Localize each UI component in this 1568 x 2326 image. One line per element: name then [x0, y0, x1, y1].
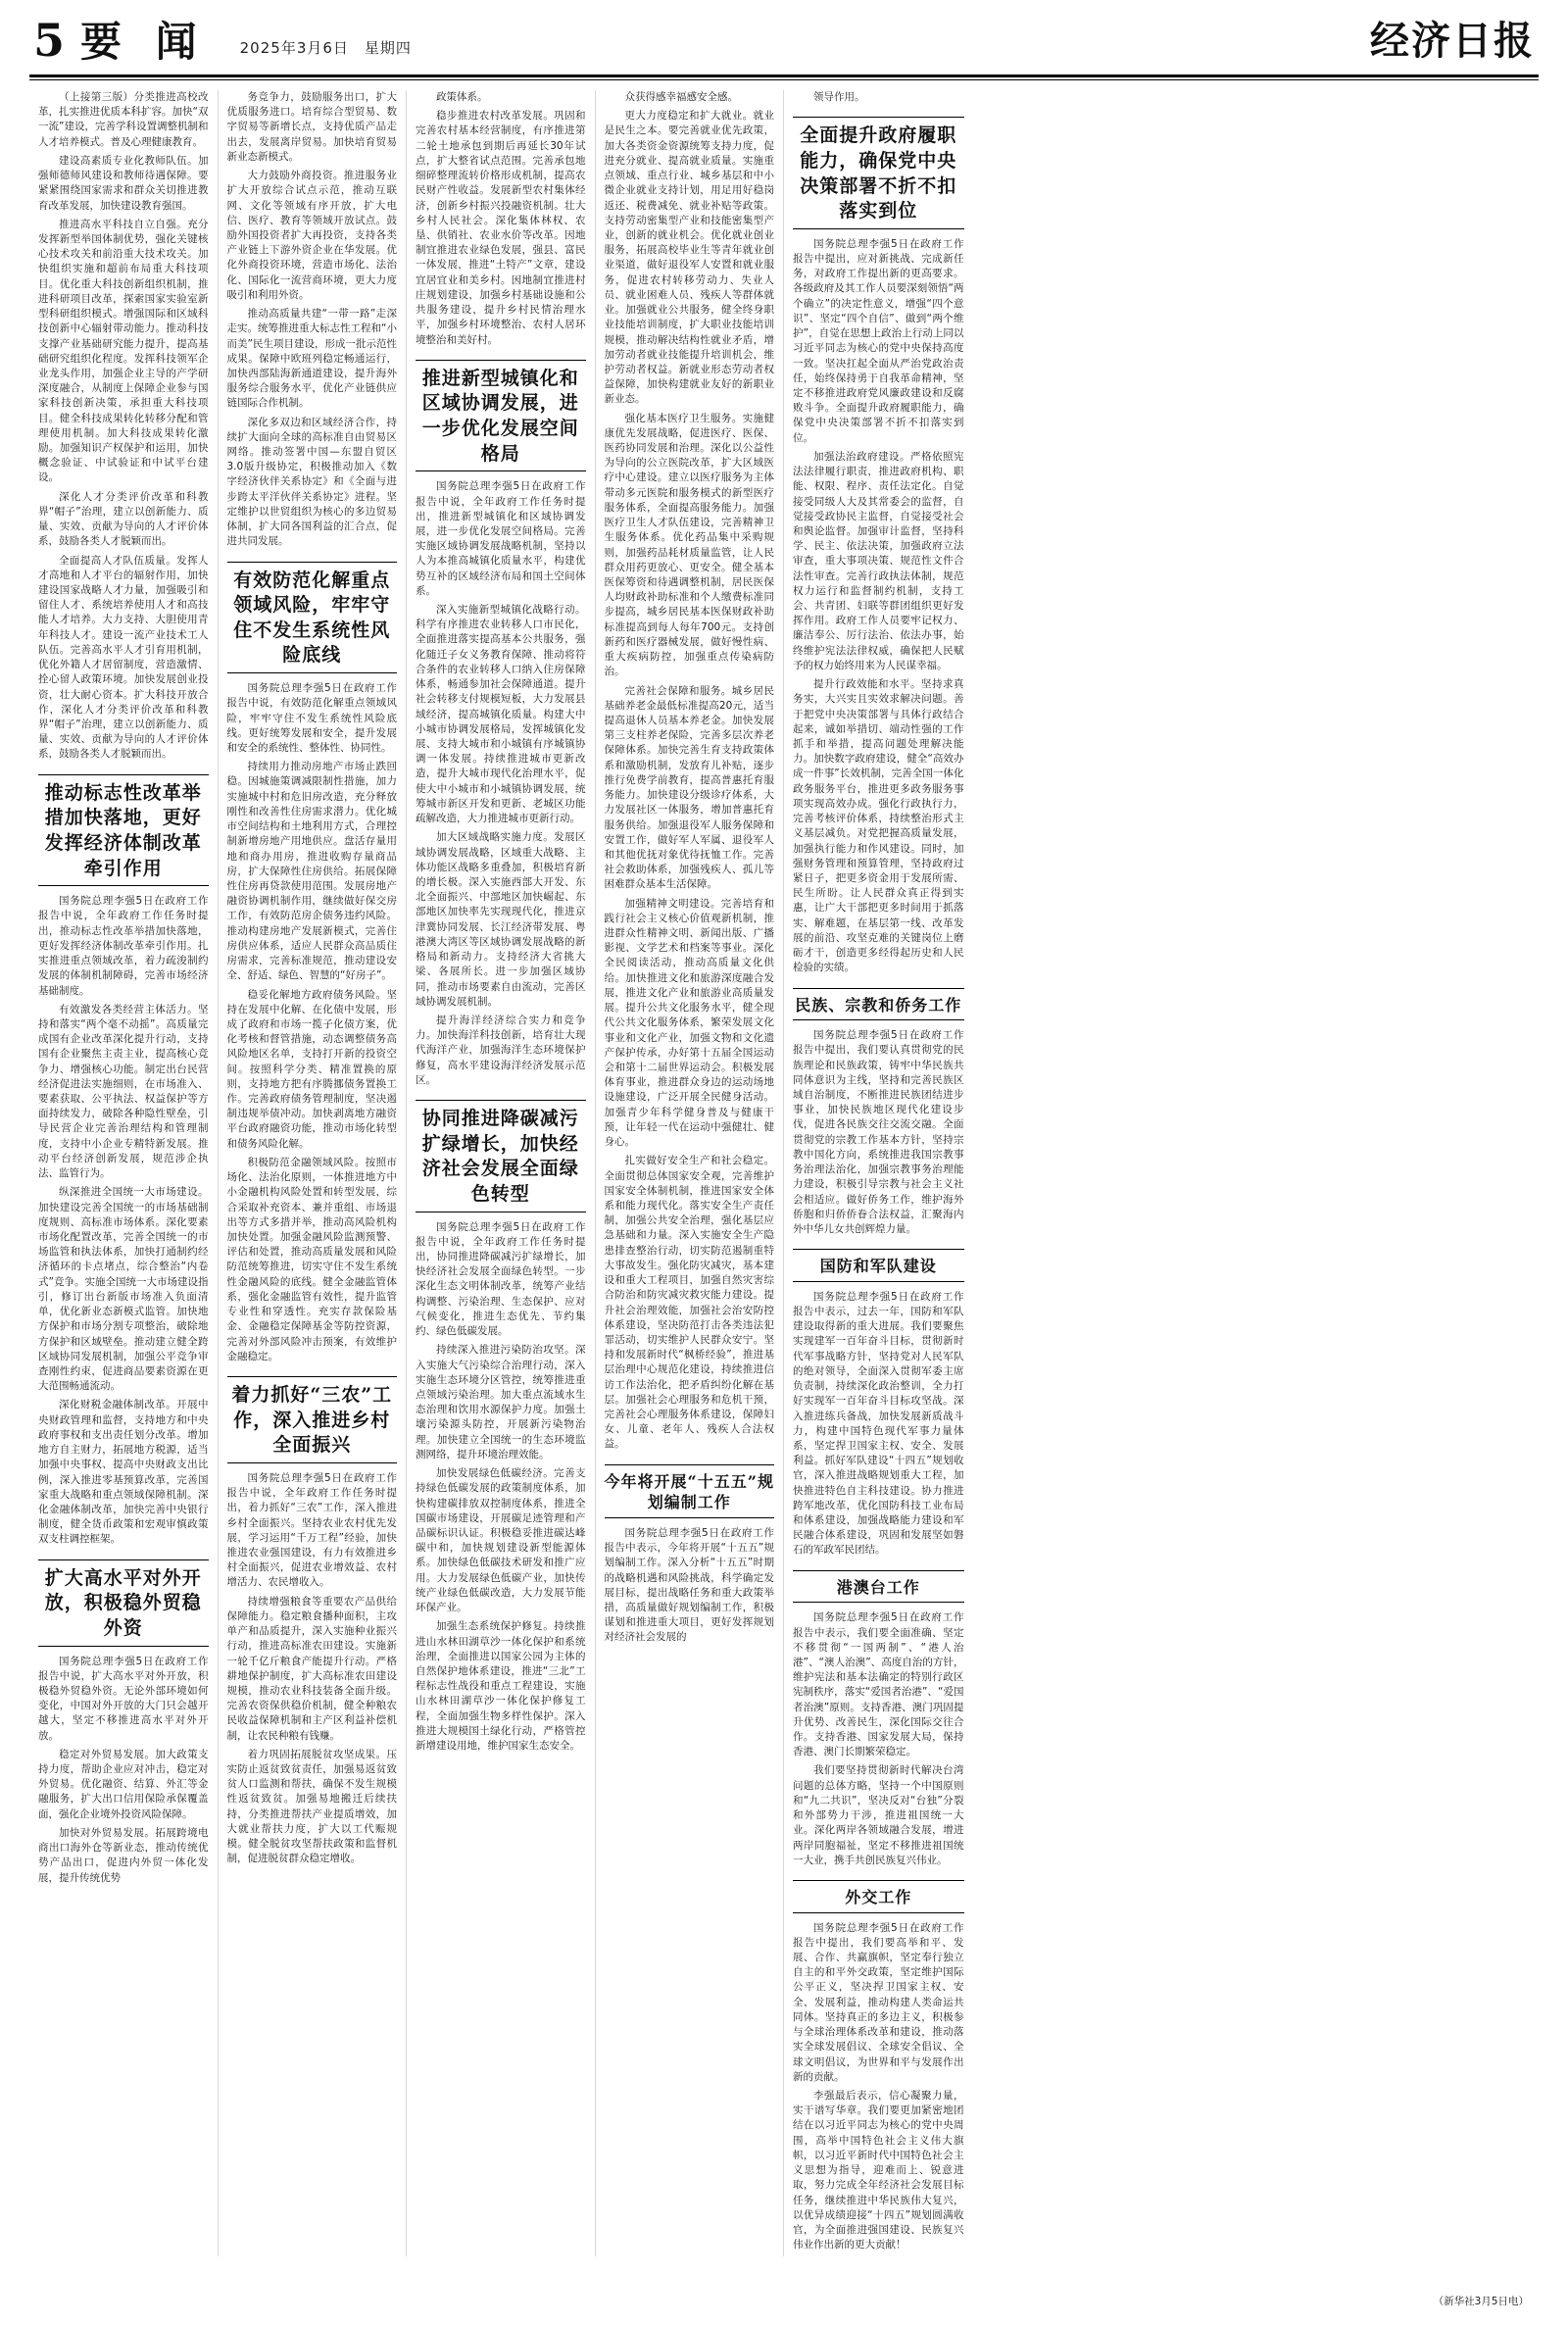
- column-2: [219, 90, 408, 2256]
- article-paragraph: 国务院总理李强5日在政府工作报告中说，全年政府工作任务时提出，着力抓好“三农”工作，深入推进乡村全面振兴。坚持农业农村优先发展，学习运用“千万工程”经验，加快推进农业强国建设，有力有效推进乡村全面振兴，促进农业增效益、农村增活力、农民增收入。: [226, 1471, 397, 1589]
- section-title: 要 闻: [80, 18, 207, 66]
- article-headline[interactable]: 港澳台工作: [836, 1577, 920, 1597]
- article-paragraph: 国务院总理李强5日在政府工作报告中说，全年政府工作任务时提出，推动标志性改革举措加快落地，更好发挥经济体制改革牵引作用。扎实推进重点领域改革，着力疏浚制约发展的体制机制障碍，完善市场经济基础制度。: [38, 895, 209, 997]
- article-paragraph: 全面提高人才队伍质量。发挥人才高地和人才平台的辐射作用，加快建设国家战略人才力量，加强吸引和留住人才、系统培养使用人才和高技能人才培养。大力支持、大胆使用青年科技人才。建设一流产业技术工人队伍。完善高水平人才引育用机制，优化外籍人才居留制度，营造激情、拴心留人政策环境。加快发展创业投资，壮大耐心资本。扩大科技开放合作，深化人才分类评价改革和科教界“帽子”治理，建立以创新能力、质量、实效、贡献为导向的人才评价体系，鼓励各类人才脱颖而出。: [38, 554, 209, 761]
- article-headline[interactable]: 推动标志性改革举措加快落地，更好发挥经济体制改革牵引作用: [44, 781, 202, 879]
- article-paragraph: 国务院总理李强5日在政府工作报告中说，全年政府工作任务时提出，推进新型城镇化和区域协调发展，进一步优化发展空间格局。完善实施区域协调发展战略机制，坚持以人为本推高城镇化质量水平，构建优势互补的区域经济布局和国土空间体系。: [416, 480, 586, 597]
- article-paragraph: 稳定对外贸易发展。加大政策支持力度，帮助企业应对冲击，稳定对外贸易。优化融资、结算、外汇等金融服务，扩大出口信用保险承保覆盖面，强化企业境外投资风险保障。: [38, 1748, 209, 1820]
- article-paragraph: 着力巩固拓展脱贫攻坚成果。压实防止返贫致贫责任，加强易返贫致贫人口监测和帮扶，确保不发生规模性返贫致贫。加强易地搬迁后续扶持，分类推进帮扶产业提质增效，加大就业帮扶力度，扩大以工代赈规模。健全脱贫攻坚帮扶政策和监督机制，促进脱贫群众稳定增收。: [226, 1748, 397, 1865]
- article-paragraph: （上接第三版）分类推进高校改革，扎实推进优质本科扩容。加快“双一流”建设，完善学科设置调整机制和人才培养模式。普及心理健康教育。: [38, 91, 209, 148]
- column-5: [784, 90, 973, 2256]
- article-paragraph: 国务院总理李强5日在政府工作报告中提出，我们要高举和平、发展、合作、共赢旗帜，坚定奉行独立自主的和平外交政策，坚定维护国际公平正义，坚决捍卫国家主权、安全、发展利益，推动构建人类命运共同体。坚持真正的多边主义，积极参与全球治理体系改革和建设，推动落实全球发展倡议、全球安全倡议、全球文明倡议，为世界和平与发展作出新的贡献。: [793, 1921, 964, 2083]
- article-paragraph: 更大力度稳定和扩大就业。就业是民生之本。要完善就业优先政策，加大各类资金资源统筹支持力度，促进充分就业、提高就业质量。实施重点领域、重点行业、城乡基层和中小微企业就业支持计划，用足用好稳岗返还、税费减免、就业补贴等政策。支持劳动密集型产业和技能密集型产业，创新的就业机会。优化就业创业服务，拓展高校毕业生等青年就业创业渠道，做好退役军人安置和就业服务，促进农村转移劳动力、失业人员、就业困难人员、残疾人等群体就业。加强就业公共服务，健全终身职业技能培训制度，扩大职业技能培训规模，推动解决结构性就业矛盾，增加劳动者就业技能提升培训机会，维护劳动者权益。新就业形态劳动者权益保障，加快构建就业友好的新职业新业态。: [604, 110, 774, 406]
- article-paragraph: 强化基本医疗卫生服务。实施健康优先发展战略，促进医疗、医保、医药协同发展和治理。深化以公益性为导向的公立医院改革，扩大区域医疗中心建设。建立以医疗服务为主体带动多元医院和服务模式的新型医疗服务体系，全面提高服务能力。加强医疗卫生人才队伍建设，完善精神卫生服务体系。优化药品集中采购规则，加强药品耗材质量监管，让人民群众用药更放心、更安全。健全基本医保筹资和待遇调整机制，居民医保人均财政补助标准和个人缴费标准同步提高，城乡居民基本医保财政补助标准提高到每人每年700元。支持创新药和医疗器械发展，做好慢性病、重大疾病防控，加强重点传染病防治。: [604, 412, 774, 678]
- article-paragraph: 政策体系。: [436, 91, 488, 103]
- article-paragraph: 务竞争力，鼓励服务出口，扩大优质服务进口。培育综合型贸易、数字贸易等新增长点，支持优质产品走出去，发展离岸贸易。加快培育贸易新业态新模式。: [226, 91, 397, 163]
- article-headline[interactable]: 有效防范化解重点领域风险，牢牢守住不发生系统性风险底线: [233, 569, 391, 667]
- article-paragraph: 加强精神文明建设。完善培育和践行社会主义核心价值观新机制，推进群众性精神文明、新闻出版、广播影视、文学艺术和档案等事业。深化全民阅读活动，推动高质量文化供给。加快推进文化和旅游深度融合发展，推进文化产业和旅游业高质量发展。提升公共文化服务水平，健全现代公共文化服务体系，繁荣发展文化事业和文化产业，加强文物和文化遗产保护传承，办好第十五届全国运动会和第十二届世界运动会。积极发展体育事业，推进群众身边的运动场地设施建设，广泛开展全民健身活动。加强青少年科学健身普及与健康干预，让年轻一代在运动中强健壮、健身心。: [604, 897, 774, 1149]
- article-headline-block: [38, 774, 209, 887]
- article-paragraph: 推进高水平科技自立自强。充分发挥新型举国体制优势，强化关键核心技术攻关和前沿重大技术攻关。加快组织实施和超前布局重大科技项目。优化重大科技创新组织机制，推进科研项目改革，探索国家实验室新型科研组织模式。增强国际和区域科技创新中心辐射带动能力。推动科技支撑产业基础研究能力提升，提高基础研究组织化程度。发挥科技领军企业龙头作用，加强企业主导的产学研深度融合，从制度上保障企业参与国家科技创新决策，承担重大科技项目。健全科技成果转化转移分配和管理使用机制。加大科技成果转化激励。加强知识产权保护和运用，加快概念验证、中试验证和中试平台建设。: [38, 218, 209, 484]
- issue-date: 2025年3月6日 星期四: [239, 39, 412, 57]
- article-paragraph: 深化财税金融体制改革。开展中央财政管理和监督，支持地方和中央政府事权和支出责任划分改革。增加地方自主财力，拓展地方税源，适当加强中央事权、提高中央财政支出比例，深入推进零基预算改革，完善国家重大战略和重点领域保障机制。深化金融体制改革，加快完善中央银行制度，健全货币政策和宏观审慎政策双支柱调控框架。: [38, 1399, 209, 1546]
- article-headline-block: [793, 1880, 964, 1913]
- article-paragraph: 持续增强粮食等重要农产品供给保障能力。稳定粮食播种面积，主攻单产和品质提升，深入实施种业振兴行动，推进高标准农田建设。实施新一轮千亿斤粮食产能提升行动。严格耕地保护制度，扩大高标准农田建设规模，推动农业科技装备全面升级。完善农资保供稳价机制，健全种粮农民收益保障机制和主产区利益补偿机制，让农民种粮有钱赚。: [226, 1595, 397, 1742]
- article-paragraph: 稳步推进农村改革发展。巩固和完善农村基本经营制度，有序推进第二轮土地承包到期后再延长30年试点，扩大整省试点范围。完善承包地细碎整理流转价格形成机制，提高农民财产性收益。发展新型农村集体经济，创新乡村振兴投融资机制。壮大乡村人民社会。深化集体林权、农垦、供销社、农业水价等改革。因地制宜推进农业绿色发展，强县、富民一体发展，推进“土特产”文章，建设宜居宜业和美乡村。因地制宜推进村庄规划建设，加强乡村基础设施和公共服务建设，提升乡村民情治理水平，加强乡村环境整治、农村人居环境整治和美好村。: [416, 110, 586, 346]
- article-headline-block: [227, 1376, 398, 1463]
- article-paragraph: 稳妥化解地方政府债务风险。坚持在发展中化解、在化债中发展，形成了政府和市场一揽子化债方案，优化考核和督管措施，动态调整债务高风险地区名单，支持打开新的投资空间。按照科学分类、精准置换的原则，支持地方把有序腾挪债务置换工作。完善政府债务管理制度，坚决遏制违规举债冲动。加快剥离地方融资平台政府融资功能，推动市场化转型和债务风险化解。: [226, 988, 397, 1150]
- article-paragraph: 领导作用。: [813, 91, 865, 103]
- article-paragraph: 纵深推进全国统一大市场建设。加快建设完善全国统一的市场基础制度规则、高标准市场体系。深化要素市场化配置改革，完善全国统一的市场监管和执法体系，加快打通制约经济循环的卡点堵点，综合整治“内卷式”竞争。实施全国统一大市场建设指引，修订出台新版市场准入负面清单，优化新业态新模式监管。加快地方保护和市场分割专项整治，破除地方保护和区域壁垒。推动建立健全跨区域协同发展机制，加强公平竞争审查刚性约束，促进商品要素资源在更大范围畅通流动。: [38, 1186, 209, 1393]
- article-paragraph: 加大区域战略实施力度。发展区域协调发展战略，区域重大战略、主体功能区战略多重叠加，积极培育新的增长极。深入实施西部大开发、东北全面振兴、中部地区加快崛起、东部地区加快率先实现现代化，推进京津冀协同发展、长江经济带发展、粤港澳大湾区等区域协调发展战略的新格局和新动力。支持经济大省挑大梁、各展所长。进一步加强区域协同，推动市场要素自由流动，完善区域协调发展机制。: [416, 831, 586, 1008]
- column-3: [407, 90, 596, 2256]
- article-paragraph: 深入实施新型城镇化战略行动。科学有序推进农业转移人口市民化，全面推进落实提高基本公共服务，强化随迁子女义务教育保障、推动将符合条件的农业转移人口纳入住房保障体系，畅通参加社会保障通道。提升社会转移支付规模短板，大力发展县域经济，提高城镇化质量。构建大中小城市协调发展格局，发挥城镇化发展、支持大城市和小城镇有序城镇协调一体发展。持续推进城市更新改造，提升大城市现代化治理水平，促使大中小城市和小城镇协调发展，统筹城市新区开发和更新、老城区功能疏解改造，大力推进城市更新行动。: [416, 604, 586, 825]
- article-paragraph: 深化多双边和区域经济合作，持续扩大面向全球的高标准自由贸易区网络。推动签署中国—东盟自贸区3.0版升级协定，积极推动加入《数字经济伙伴关系协定》和《全面与进步跨太平洋伙伴关系协定》进程。坚定维护以世贸组织为核心的多边贸易体制，扩大同各国利益的汇合点，促进共同发展。: [226, 416, 397, 548]
- article-paragraph: 提升海洋经济综合实力和竞争力。加快海洋科技创新，培育壮大现代海洋产业，加强海洋生态环境保护修复，高水平建设海洋经济发展示范区。: [416, 1014, 586, 1086]
- newspaper-brand: 经济日报: [1370, 18, 1535, 64]
- article-headline[interactable]: 今年将开展“十五五”规划编制工作: [604, 1471, 774, 1512]
- article-headline-block: [793, 1249, 964, 1282]
- article-paragraph: 加快发展绿色低碳经济。完善支持绿色低碳发展的政策制度体系，加快构建碳排放双控制度体系，推进全国碳市场建设，开展碳足迹管理和产品碳标识认证。积极稳妥推进碳达峰碳中和，加快规划建设新型能源体系。加快绿色低碳技术研发和推广应用。大力发展绿色低碳产业，加快传统产业绿色低碳改造，大力发展节能环保产业。: [416, 1467, 586, 1614]
- article-paragraph: 国务院总理李强5日在政府工作报告中说，扩大高水平对外开放，积极稳外贸稳外资。无论外部环境如何变化，中国对外开放的大门只会越开越大，坚定不移推进高水平对外开放。: [38, 1655, 209, 1742]
- article-paragraph: 建设高素质专业化教师队伍。加强师德师风建设和教师待遇保障。要紧紧围绕国家需求和群众关切推进教育改革发展，加快建设教育强国。: [38, 154, 209, 212]
- article-headline-block: [227, 562, 398, 674]
- article-columns: [0, 80, 1568, 2286]
- article-paragraph: 完善社会保障和服务。城乡居民基础养老金最低标准提高20元，适当提高退休人员基本养老金。加快发展第三支柱养老保险，完善多层次养老保障体系。加快完善生育支持政策体系和激励机制，发放育儿补贴，逐步推行免费学前教育，提高普惠托育服务能力。加快建设分级诊疗体系，大力发展社区一体服务，增加普惠托育服务供给。加强退役军人服务保障和安置工作，做好军人军属、退役军人和其他优抚对象优待抚恤工作。完善社会救助体系，加强残疾人、孤儿等困难群众基本生活保障。: [604, 684, 774, 891]
- page-number: 5: [33, 14, 66, 67]
- article-paragraph: 国务院总理李强5日在政府工作报告中表示，过去一年，国防和军队建设取得新的重大进展。我们要聚焦实现建军一百年奋斗目标，贯彻新时代军事战略方针，坚持党对人民军队的绝对领导，全面深入贯彻军委主席负责制，持续深化政治整训，全力打好实现军一百年奋斗目标攻坚战。深入推进练兵备战，加快发展新质战斗力，构建中国特色现代军事力量体系，坚定捍卫国家主权、安全、发展利益。抓好军队建设“十四五”规划收官，深入推进战略规划重大工程，加快推进特色自主科技建设。协力推进跨军地改革，优化国防科技工业布局和体系建设，加强战略能力建设和军民融合体系建设，巩固和发展坚如磐石的军政军民团结。: [793, 1290, 964, 1557]
- masthead-rule: [29, 74, 1539, 77]
- article-paragraph: 持续深入推进污染防治攻坚。深入实施大气污染综合治理行动，深入实施生态环境分区管控，统筹推进重点领域污染治理。加大重点流域水生态治理和饮用水源保护力度。加强土壤污染源头防控，开展新污染物治理。加快建立全国统一的生态环境监测网络，提升环境治理效能。: [416, 1344, 586, 1460]
- article-paragraph: 国务院总理李强5日在政府工作报告中表示，今年将开展“十五五”规划编制工作。深入分析“十五五”时期的战略机遇和风险挑战，科学确定发展目标，提出战略任务和重大政策举措，高质量做好规划编制工作，积极谋划和推进重大项目，更好发挥规划对经济社会发展的: [604, 1526, 774, 1644]
- article-paragraph: 李强最后表示，信心凝聚力量，实干谱写华章。我们要更加紧密地团结在以习近平同志为核心的党中央周围，高举中国特色社会主义伟大旗帜，以习近平新时代中国特色社会主义思想为指导，迎难而上、锐意进取，努力完成全年经济社会发展目标任务，继续推进中华民族伟大复兴，以优异成绩迎接“十四五”规划圆满收官，为全面推进强国建设、民族复兴伟业作出新的更大贡献！: [793, 2090, 964, 2252]
- article-paragraph: 众获得感幸福感安全感。: [624, 91, 738, 103]
- article-paragraph: 国务院总理李强5日在政府工作报告中表示，我们要全面准确、坚定不移贯彻“一国两制”、“港人治港”、“澳人治澳”、高度自治的方针，维护宪法和基本法确定的特别行政区宪制秩序，落实“爱国者治港”、“爱国者治澳”原则。支持香港、澳门巩固提升优势、改善民生，深化国际交往合作。支持香港、国家发展大局，保持香港、澳门长期繁荣稳定。: [793, 1611, 964, 1758]
- article-paragraph: 加强生态系统保护修复。持续推进山水林田湖草沙一体化保护和系统治理，全面推进以国家公园为主体的自然保护地体系建设，推进“三北”工程标志性战役和重点工程建设，实施山水林田湖草沙一体化保护修复工程，全面加强生物多样性保护。深入推进大规模国土绿化行动，严格管控新增建设用地，维护国家生态安全。: [416, 1620, 586, 1753]
- article-paragraph: 有效激发各类经营主体活力。坚持和落实“两个毫不动摇”。高质量完成国有企业改革深化提升行动，支持国有企业聚焦主责主业，提高核心竞争力、增强核心功能。制定出台民营经济促进法实施细则，在市场准入、要素获取、公平执法、权益保护等方面持续发力，破除各种隐性壁垒，引导民营企业完善治理结构和管理制度，支持中小企业专精特新发展。推动平台经济创新发展，规范涉企执法、监管行为。: [38, 1003, 209, 1180]
- article-headline-block: [793, 1570, 964, 1604]
- article-headline-block: [38, 1559, 209, 1647]
- news-agency-signoff: （新华社3月5日电）: [1433, 2296, 1529, 2308]
- article-headline[interactable]: 扩大高水平对外开放，积极稳外贸稳外资: [44, 1566, 202, 1639]
- article-headline-block: [793, 117, 964, 229]
- article-paragraph: 国务院总理李强5日在政府工作报告中说，有效防范化解重点领域风险，牢牢守住不发生系统性风险底线。更好统筹发展和安全，提升发展和安全的系统性、整体性、协同性。: [226, 682, 397, 754]
- article-headline[interactable]: 着力抓好“三农”工作，深入推进乡村全面振兴: [231, 1383, 393, 1457]
- article-headline-block: [793, 988, 964, 1021]
- article-paragraph: 积极防范金融领域风险。按照市场化、法治化原则，一体推进地方中小金融机构风险处置和转型发展，综合采取补充资本、兼并重组、市场退出等方式多措并举，推动高风险机构加快处置。加强金融风险监测预警、评估和处置，推动高质量发展和风险防范统筹推进，切实守住不发生系统性金融风险的底线。健全金融监管体系，强化金融监管有效性，提升监管专业性和穿透性。充实存款保险基金、金融稳定保障基金等防控资源，完善对外部风险冲击预案，有效维护金融稳定。: [226, 1156, 397, 1362]
- article-headline[interactable]: 协同推进降碳减污扩绿增长，加快经济社会发展全面绿色转型: [421, 1108, 579, 1205]
- article-headline[interactable]: 全面提升政府履职能力，确保党中央决策部署不折不扣落实到位: [800, 124, 957, 223]
- article-paragraph: 国务院总理李强5日在政府工作报告中提出，我们要认真贯彻党的民族理论和民族政策，铸牢中华民族共同体意识为主线，坚持和完善民族区域自治制度，不断推进民族团结进步事业，加快民族地区现代化建设步伐，促进各民族交往交流交融。全面贯彻党的宗教工作基本方针，坚持宗教中国化方向，系统推进我国宗教事务治理法治化，加强宗教事务治理能力建设，积极引导宗教与社会主义社会相适应。做好侨务工作，维护海外侨胞和归侨侨眷合法权益，汇聚海内外中华儿女共创辉煌力量。: [793, 1029, 964, 1235]
- column-4: [596, 90, 785, 2256]
- masthead: [0, 0, 1568, 69]
- article-paragraph: 深化人才分类评价改革和科教界“帽子”治理，建立以创新能力、质量、实效、贡献为导向的人才评价体系，鼓励各类人才脱颖而出。: [38, 490, 209, 548]
- article-headline[interactable]: 国防和军队建设: [819, 1257, 937, 1276]
- article-headline[interactable]: 民族、宗教和侨务工作: [795, 995, 962, 1015]
- column-1: [29, 90, 219, 2256]
- article-paragraph: 国务院总理李强5日在政府工作报告中提出，应对新挑战、完成新任务，对政府工作提出新的更高要求。各级政府及其工作人员要深刻领悟“两个确立”的决定性意义，增强“四个意识”、坚定“四个自信”、做到“两个维护”，自觉在思想上政治上行动上同以习近平同志为核心的党中央保持高度一致。坚决扛起全面从严治党政治责任，始终保持勇于自我革命精神，坚定不移推进政府党风廉政建设和反腐败斗争。全面提升政府履职能力，确保党中央决策部署不折不扣落实到位。: [793, 237, 964, 444]
- article-headline-block: [416, 360, 586, 472]
- article-paragraph: 提升行政效能和水平。坚持求真务实，大兴实且实效求解决问题。善于把党中央决策部署与具体行政结合起来，诚如举措切、端动性强的工作抓手和举措，提高问题处理解决能力。加快数字政府建设，健全“高效办成一件事”长效机制，完善全国一体化政务服务平台，推进更多政务服务事项实现高效办成。强化行政执行力，完善考核评价体系，持续整治形式主义基层减负。对党把握高质量发展，加强执行能力和作风建设。同时，加强财务管理和预算管理，坚持政府过紧日子，把更多资金用于发展所需、民生所盼。让人民群众真正得到实惠，让广大干部把更多时间用于抓落实、解难题，在基层第一线、改革发展的前沿、攻坚克难的关键岗位上磨砺才干，创造更多经得起历史和人民检验的实绩。: [793, 678, 964, 974]
- article-paragraph: 我们要坚持贯彻新时代解决台湾问题的总体方略，坚持一个中国原则和“九二共识”，坚决反对“台独”分裂和外部势力干涉，推进祖国统一大业。深化两岸各领域融合发展，增进两岸同胞福祉，坚定不移推进祖国统一大业，携手共创民族复兴伟业。: [793, 1764, 964, 1866]
- article-paragraph: 加快对外贸易发展。拓展跨境电商出口海外仓等新业态，推动传统优势产品出口，促进内外贸一体化发展，提升传统优势: [38, 1826, 209, 1884]
- article-headline[interactable]: 外交工作: [845, 1888, 912, 1906]
- article-paragraph: 大力鼓励外商投资。推进服务业扩大开放综合试点示范，推动互联网、文化等领域有序开放，扩大电信、医疗、教育等领域开放试点。鼓励外国投资者扩大再投资，支持各类产业链上下游外资企业在华发展。优化外商投资环境，营造市场化、法治化、国际化一流营商环境，更大力度吸引和利用外资。: [226, 170, 397, 301]
- article-paragraph: 国务院总理李强5日在政府工作报告中说，全年政府工作任务时提出，协同推进降碳减污扩绿增长，加快经济社会发展全面绿色转型。一步深化生态文明体制改革，统筹产业结构调整、污染治理、生态保护、应对气候变化，推进生态优先、节约集约、绿色低碳发展。: [416, 1220, 586, 1338]
- article-headline-block: [605, 1464, 775, 1518]
- article-paragraph: 持续用力推动房地产市场止跌回稳。因城施策调减限制性措施，加力实施城中村和危旧房改造，充分释放刚性和改善性住房需求潜力。优化城市空间结构和土地利用方式，合理控制新增房地产用地供应。盘活存量用地和商办用房，推进收购存量商品房，扩大保障性住房供给。拓展保障性住房再贷款使用范围。发展房地产融资协调机制作用，继续做好保交房工作，有效防范房企债务违约风险。推动构建房地产发展新模式，完善住房供应体系，适应人民群众高品质住房需求，完善标准规范，推动建设安全、舒适、绿色、智慧的“好房子”。: [226, 761, 397, 982]
- article-paragraph: 加强法治政府建设。严格依照宪法法律履行职责，推进政府机构、职能、权限、程序、责任法定化。自觉接受同级人大及其常委会的监督，自觉接受政协民主监督，自觉接受社会和舆论监督。加强审计监督，坚持科学、民主、依法决策，加强政府立法审查，重大事项决策、规范性文件合法性审查。完善行政执法体制，规范权力运行和监督制约机制，支持工会、共青团、妇联等群团组织更好发挥作用。政府工作人员要牢记权力、廉洁奉公、厉行法治、依法办事，始终维护宪法法律权威，确保把人民赋予的权力始终用来为人民谋幸福。: [793, 450, 964, 671]
- article-headline-block: [416, 1100, 586, 1212]
- article-paragraph: 扎实做好安全生产和社会稳定。全面贯彻总体国家安全观，完善维护国家安全体制机制，推进国家安全体系和能力现代化。落实安全生产责任制，加强公共安全治理，强化基层应急基础和力量。深入实施安全生产隐患排查整治行动，切实防范遏制重特大事故发生。强化防灾减灾，基本建设和重大工程项目，加强自然灾害综合防治和防灾减灾救灾能力建设。提升社会治理效能，加强社会治安防控体系建设，坚决防范打击各类违法犯罪活动，切实维护人民群众安宁。坚持和发展新时代“枫桥经验”，推进基层治理中心规范化建设，持续推进信访工作法治化，把矛盾纠纷化解在基层。加强社会心理服务和危机干预，完善社会心理服务体系建设，保障妇女、儿童、老年人、残疾人合法权益。: [604, 1155, 774, 1451]
- article-paragraph: 推动高质量共建“一带一路”走深走实。统筹推进重大标志性工程和“小而美”民生项目建设，形成一批示范性成果。保障中欧班列稳定畅通运行，加快西部陆海新通道建设，提升海外服务综合服务水平，优化产业链供应链国际合作机制。: [226, 308, 397, 410]
- article-headline[interactable]: 推进新型城镇化和区域协调发展，进一步优化发展空间格局: [421, 367, 579, 465]
